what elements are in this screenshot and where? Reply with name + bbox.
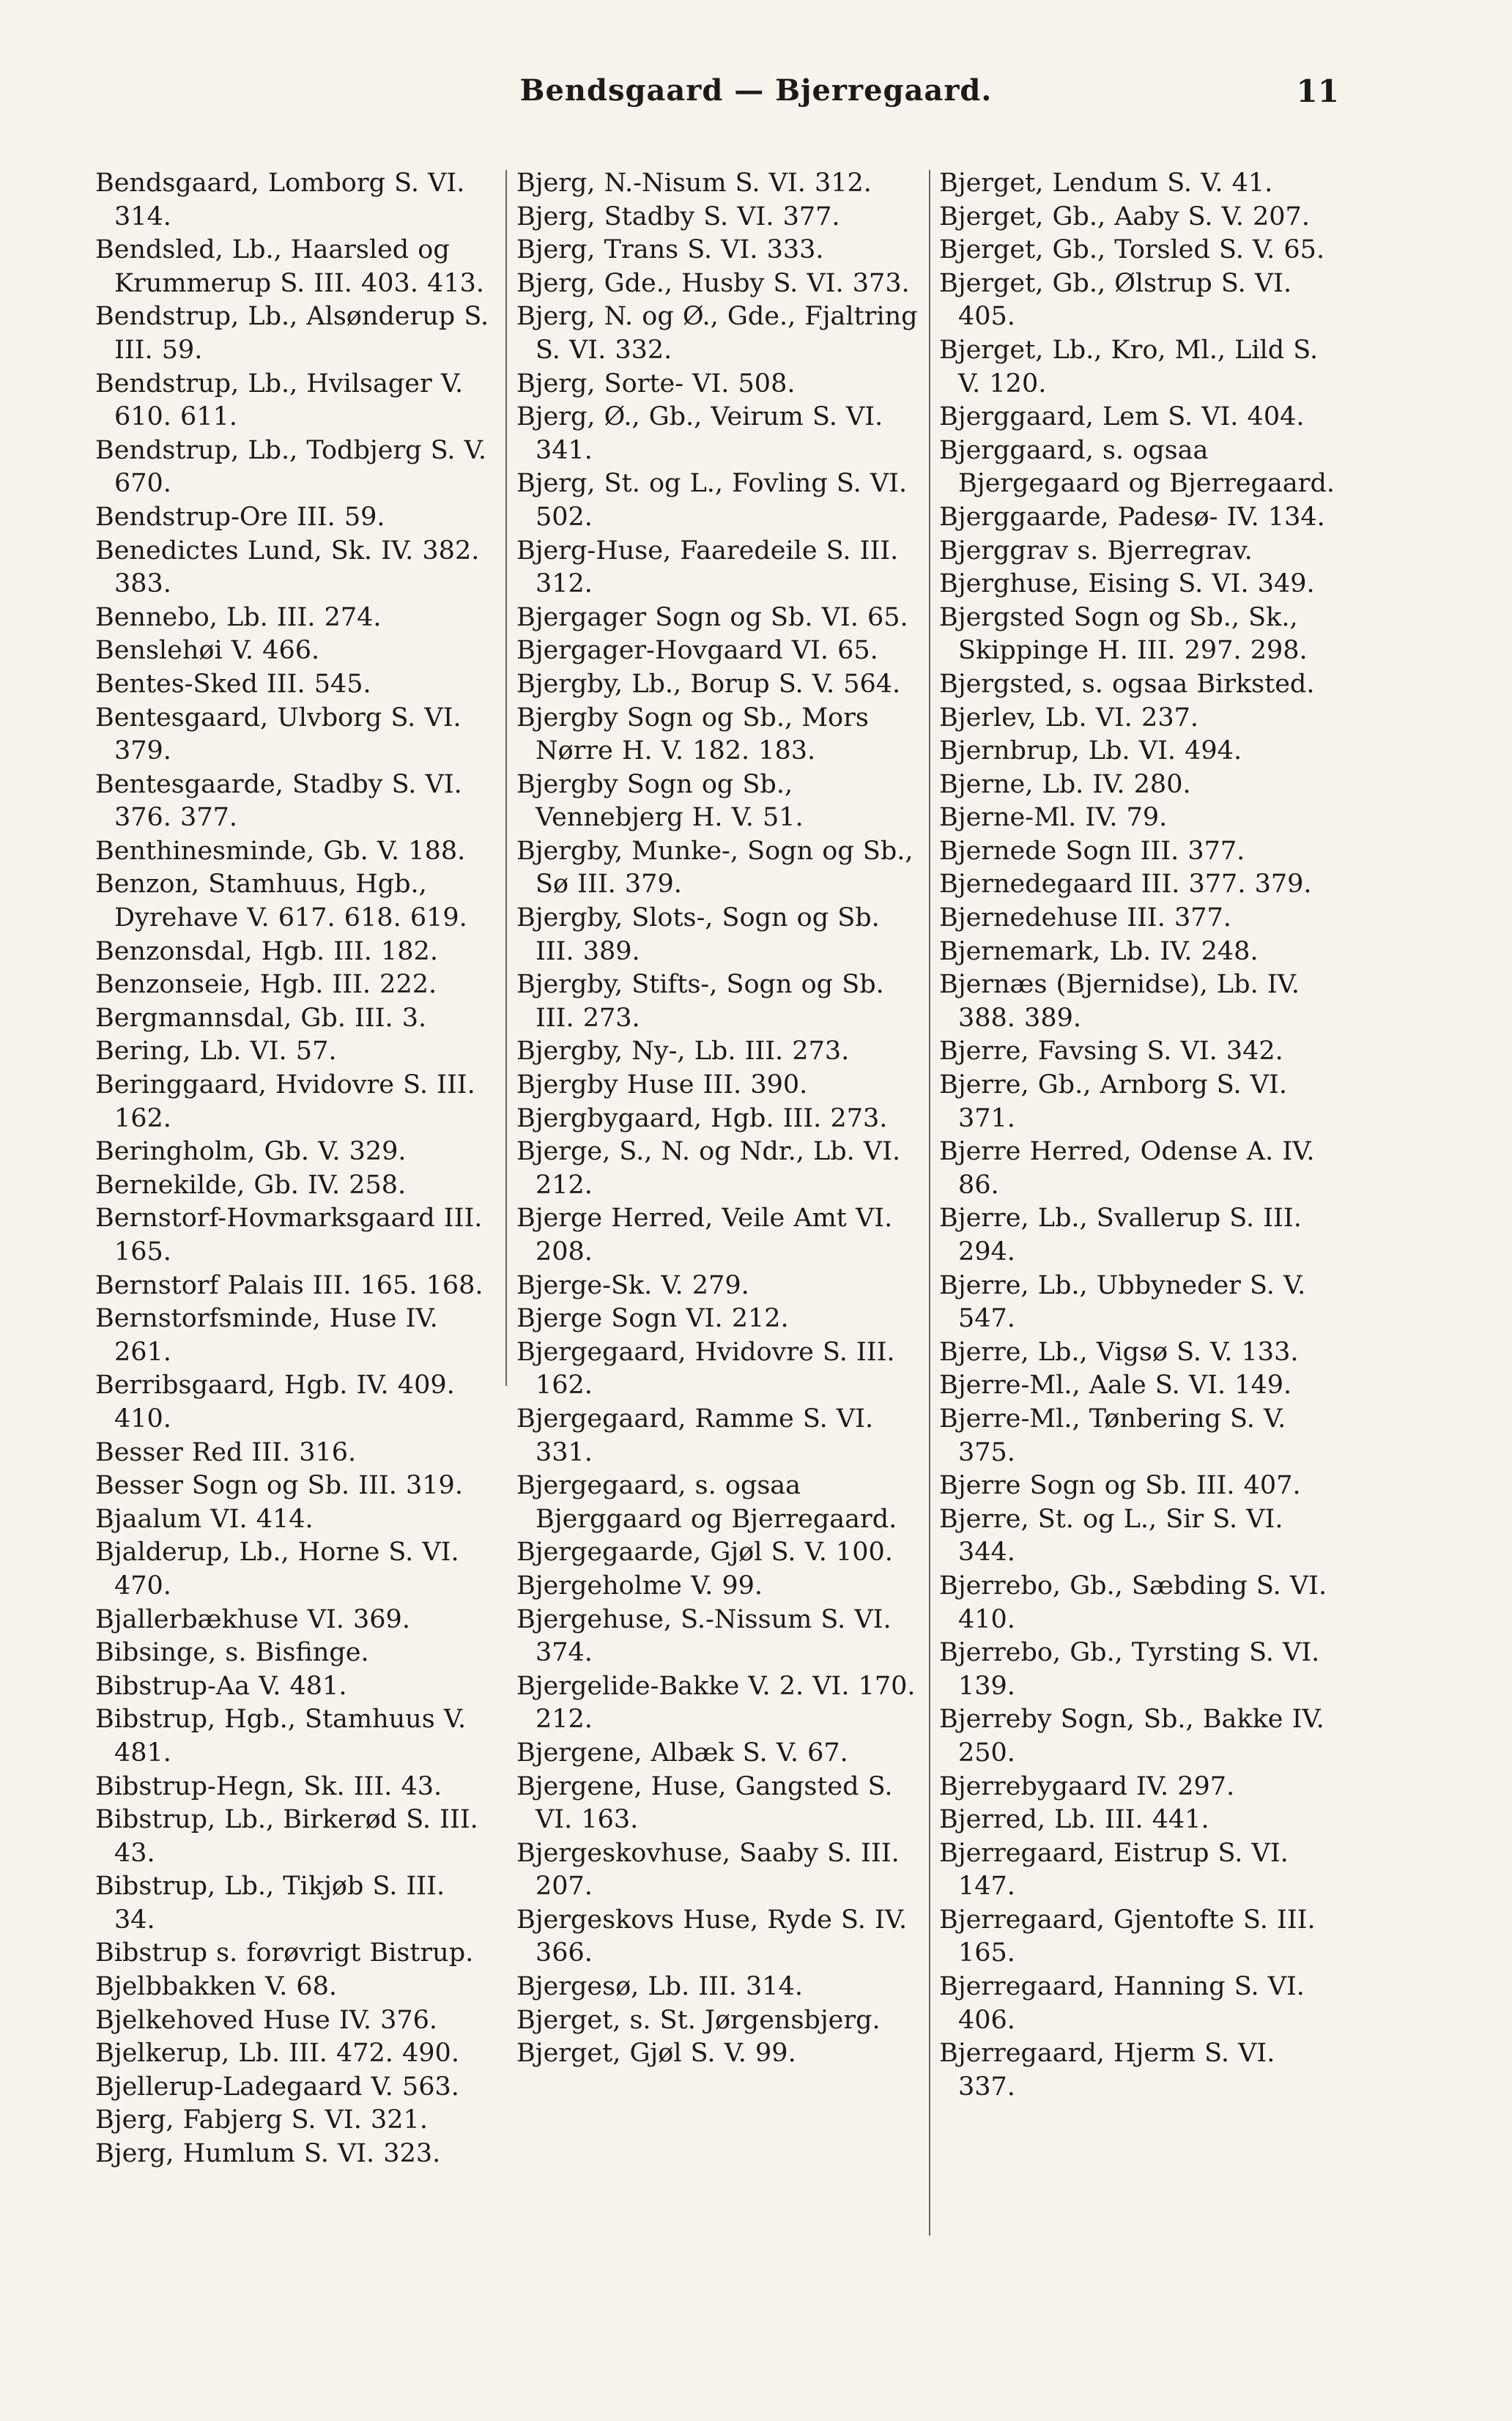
index-entry: Bernstorf Palais III. 165. 168. [95, 1270, 483, 1300]
index-entry: Bjerge, S., N. og Ndr., Lb. VI. 212. [516, 1137, 901, 1200]
index-entry: Bendsgaard, Lomborg S. VI. 314. [95, 168, 465, 231]
index-entry: Bjerg, St. og L., Fovling S. VI. 502. [516, 469, 908, 532]
index-entry: Bibsinge, s. Bisfinge. [95, 1638, 369, 1668]
index-entry: Bjerg-Huse, Faaredeile S. III. 312. [516, 535, 899, 599]
index-entry: Bjernemark, Lb. IV. 248. [939, 936, 1259, 966]
index-entry: Bjerg, N. og Ø., Gde., Fjaltring S. VI. 332. [516, 302, 918, 365]
index-column-1 [95, 167, 491, 2171]
index-entry: Bjergegaard, Ramme S. VI. 331. [516, 1404, 874, 1467]
index-entry: Benedictes Lund, Sk. IV. 382. 383. [95, 535, 480, 599]
index-entry: Bernekilde, Gb. IV. 258. [95, 1170, 407, 1200]
index-entry: Bjerggaard, s. ogsaa Bjergegaard og Bjerregaard. [939, 435, 1335, 499]
index-entry: Benzonsdal, Hgb. III. 182. [95, 936, 438, 966]
index-entry: Bjerregaard, Hjerm S. VI. 337. [939, 2039, 1275, 2102]
index-entry: Bibstrup, Hgb., Stamhuus V. 481. [95, 1705, 467, 1768]
index-column-3 [939, 167, 1335, 2104]
index-entry: Bjergene, Huse, Gangsted S. VI. 163. [516, 1771, 893, 1835]
index-entry: Bjerg, Sorte- VI. 508. [516, 368, 796, 398]
index-entry: Besser Sogn og Sb. III. 319. [95, 1471, 463, 1501]
index-entry: Bjerre, St. og L., Sir S. VI. 344. [939, 1504, 1283, 1568]
index-entry: Bjerregaard, Hanning S. VI. 406. [939, 1972, 1305, 2035]
index-entry: Bjerrebo, Gb., Sæbding S. VI. 410. [939, 1571, 1327, 1634]
index-column-2 [516, 167, 927, 2071]
index-entry: Bjerge Sogn VI. 212. [516, 1304, 789, 1334]
index-entry: Bjergby, Stifts-, Sogn og Sb. III. 273. [516, 970, 884, 1033]
index-entry: Bjergby Sogn og Sb., Mors Nørre H. V. 182. 183. [516, 702, 869, 766]
index-entry: Bjelbbakken V. 68. [95, 1972, 338, 2002]
index-entry: Bentesgaarde, Stadby S. VI. 376. 377. [95, 769, 462, 833]
index-entry: Bjerregaard, Eistrup S. VI. 147. [939, 1838, 1289, 1902]
column-divider [929, 170, 930, 2236]
index-entry: Bjerg, Stadby S. VI. 377. [516, 201, 840, 231]
index-entry: Bjergby, Ny-, Lb. III. 273. [516, 1037, 850, 1067]
index-entry: Bjelkerup, Lb. III. 472. 490. [95, 2039, 459, 2069]
page-number: 11 [1296, 73, 1339, 109]
index-entry: Bjalderup, Lb., Horne S. VI. 470. [95, 1538, 459, 1601]
index-entry: Bjerget, Gb., Ølstrup S. VI. 405. [939, 268, 1292, 332]
index-entry: Bjerggaard, Lem S. VI. 404. [939, 402, 1305, 432]
index-entry: Bjellerup-Ladegaard V. 563. [95, 2072, 459, 2102]
index-entry: Bendstrup, Lb., Hvilsager V. 610. 611. [95, 368, 464, 432]
index-entry: Bjerreby Sogn, Sb., Bakke IV. 250. [939, 1705, 1324, 1768]
column-divider [505, 170, 507, 1386]
index-entry: Bjerred, Lb. III. 441. [939, 1805, 1209, 1835]
index-entry: Bjergby, Slots-, Sogn og Sb. III. 389. [516, 903, 880, 966]
index-entry: Bjerget, Gjøl S. V. 99. [516, 2039, 796, 2069]
index-entry: Bjergager Sogn og Sb. VI. 65. [516, 602, 908, 632]
index-entry: Bjergsted, s. ogsaa Birksted. [939, 669, 1315, 699]
index-entry: Bjerggrav s. Bjerregrav. [939, 535, 1253, 566]
index-entry: Bjerre, Gb., Arnborg S. VI. 371. [939, 1070, 1287, 1133]
index-entry: Bjerg, N.-Nisum S. VI. 312. [516, 168, 872, 198]
index-entry: Bjergesø, Lb. III. 314. [516, 1972, 803, 2002]
index-entry: Bjerget, Gb., Aaby S. V. 207. [939, 201, 1310, 231]
index-entry: Bjergegaard, Hvidovre S. III. 162. [516, 1337, 895, 1401]
index-entry: Bjergehuse, S.-Nissum S. VI. 374. [516, 1604, 892, 1668]
index-entry: Bjerre, Lb., Svallerup S. III. 294. [939, 1204, 1302, 1267]
index-entry: Bjerg, Gde., Husby S. VI. 373. [516, 268, 910, 298]
index-entry: Bjergby Sogn og Sb., Vennebjerg H. V. 51. [516, 769, 804, 833]
index-entry: Benslehøi V. 466. [95, 636, 320, 666]
index-entry: Bjerget, Gb., Torsled S. V. 65. [939, 235, 1325, 265]
index-entry: Bjergeholme V. 99. [516, 1571, 763, 1601]
index-entry: Bjergby, Munke-, Sogn og Sb., Sø III. 379. [516, 836, 914, 900]
index-entry: Bjerre Sogn og Sb. III. 407. [939, 1471, 1301, 1501]
page-title: Bendsgaard — Bjerregaard. [519, 73, 993, 108]
index-entry: Bjerre, Lb., Vigsø S. V. 133. [939, 1337, 1299, 1367]
index-entry: Berribsgaard, Hgb. IV. 409. 410. [95, 1371, 455, 1434]
index-entry: Bjerre-Ml., Tønbering S. V. 375. [939, 1404, 1286, 1467]
index-entry: Bjernedegaard III. 377. 379. [939, 870, 1312, 900]
index-entry: Bjerget, Lb., Kro, Ml., Lild S. V. 120. [939, 335, 1319, 398]
index-entry: Bjergby Huse III. 390. [516, 1070, 808, 1100]
index-entry: Bjergager-Hovgaard VI. 65. [516, 636, 878, 666]
index-entry: Bjernæs (Bjernidse), Lb. IV. 388. 389. [939, 970, 1300, 1033]
index-entry: Bjerge-Sk. V. 279. [516, 1270, 749, 1300]
index-entry: Bergmannsdal, Gb. III. 3. [95, 1003, 427, 1033]
index-entry: Bjaalum VI. 414. [95, 1504, 314, 1534]
index-entry: Bentes-Sked III. 545. [95, 669, 371, 699]
index-entry: Bering, Lb. VI. 57. [95, 1037, 337, 1067]
index-entry: Bjergegaard, s. ogsaa Bjerggaard og Bjerregaard. [516, 1471, 897, 1534]
index-entry: Beringholm, Gb. V. 329. [95, 1137, 407, 1167]
index-entry: Bjelkehoved Huse IV. 376. [95, 2005, 438, 2035]
index-entry: Bibstrup s. forøvrigt Bistrup. [95, 1938, 474, 1968]
index-entry: Bjerg, Humlum S. VI. 323. [95, 2139, 441, 2169]
index-entry: Bjernedehuse III. 377. [939, 903, 1231, 933]
index-entry: Bjerre, Favsing S. VI. 342. [939, 1037, 1283, 1067]
index-entry: Bjerre Herred, Odense A. IV. 86. [939, 1137, 1315, 1200]
index-entry: Bjernbrup, Lb. VI. 494. [939, 736, 1242, 766]
index-entry: Bjerlev, Lb. VI. 237. [939, 702, 1198, 733]
index-entry: Bjergbygaard, Hgb. III. 273. [516, 1103, 888, 1133]
index-entry: Bibstrup, Lb., Tikjøb S. III. 34. [95, 1872, 445, 1935]
index-entry: Bendstrup, Lb., Todbjerg S. V. 670. [95, 435, 486, 499]
index-entry: Bjerrebo, Gb., Tyrsting S. VI. 139. [939, 1638, 1320, 1701]
index-entry: Bernstorf-Hovmarksgaard III. 165. [95, 1204, 483, 1267]
running-head [0, 73, 1512, 125]
index-entry: Bendsled, Lb., Haarsled og Krummerup S. III. 403. 413. [95, 235, 485, 298]
index-entry: Bjerggaarde, Padesø- IV. 134. [939, 502, 1325, 532]
index-entry: Beringgaard, Hvidovre S. III. 162. [95, 1070, 475, 1133]
index-entry: Bjergeskovhuse, Saaby S. III. 207. [516, 1838, 900, 1902]
index-entry: Bjergsted Sogn og Sb., Sk., Skippinge H. III. 297. 298. [939, 602, 1308, 666]
index-entry: Bjergegaarde, Gjøl S. V. 100. [516, 1538, 893, 1568]
index-entry: Bibstrup, Lb., Birkerød S. III. 43. [95, 1805, 478, 1868]
index-entry: Bendstrup, Lb., Alsønderup S. III. 59. [95, 302, 489, 365]
index-entry: Bjerg, Fabjerg S. VI. 321. [95, 2105, 428, 2135]
index-entry: Bjergby, Lb., Borup S. V. 564. [516, 669, 901, 699]
index-entry: Bjergelide-Bakke V. 2. VI. 170. 212. [516, 1671, 916, 1735]
index-entry: Bjerghuse, Eising S. VI. 349. [939, 569, 1315, 599]
index-entry: Bjallerbækhuse VI. 369. [95, 1604, 410, 1634]
index-entry: Bjerre-Ml., Aale S. VI. 149. [939, 1371, 1292, 1401]
index-entry: Bibstrup-Hegn, Sk. III. 43. [95, 1771, 442, 1801]
index-entry: Bjerget, s. St. Jørgensbjerg. [516, 2005, 881, 2035]
index-entry: Bjernede Sogn III. 377. [939, 836, 1245, 866]
index-entry: Bjerge Herred, Veile Amt VI. 208. [516, 1204, 893, 1267]
index-entry: Bjerregaard, Gjentofte S. III. 165. [939, 1905, 1316, 1968]
index-entry: Bjergene, Albæk S. V. 67. [516, 1738, 848, 1768]
index-entry: Bernstorfsminde, Huse IV. 261. [95, 1304, 438, 1367]
index-entry: Bjerne, Lb. IV. 280. [939, 769, 1191, 799]
index-entry: Benzon, Stamhuus, Hgb., Dyrehave V. 617. 618. 619. [95, 870, 467, 933]
index-entry: Bjerre, Lb., Ubbyneder S. V. 547. [939, 1270, 1306, 1334]
index-entry: Bentesgaard, Ulvborg S. VI. 379. [95, 702, 462, 766]
index-entry: Bennebo, Lb. III. 274. [95, 602, 382, 632]
index-entry: Bjerg, Trans S. VI. 333. [516, 235, 824, 265]
index-entry: Bjerne-Ml. IV. 79. [939, 803, 1168, 833]
index-entry: Bjerrebygaard IV. 297. [939, 1771, 1235, 1801]
index-entry: Bjerg, Ø., Gb., Veirum S. VI. 341. [516, 402, 883, 465]
index-entry: Benthinesminde, Gb. V. 188. [95, 836, 466, 866]
index-entry: Bjergeskovs Huse, Ryde S. IV. 366. [516, 1905, 908, 1968]
index-entry: Bjerget, Lendum S. V. 41. [939, 168, 1273, 198]
index-entry: Bendstrup-Ore III. 59. [95, 502, 385, 532]
index-entry: Besser Red III. 316. [95, 1437, 357, 1467]
index-entry: Bibstrup-Aa V. 481. [95, 1671, 347, 1701]
index-entry: Benzonseie, Hgb. III. 222. [95, 970, 437, 1000]
